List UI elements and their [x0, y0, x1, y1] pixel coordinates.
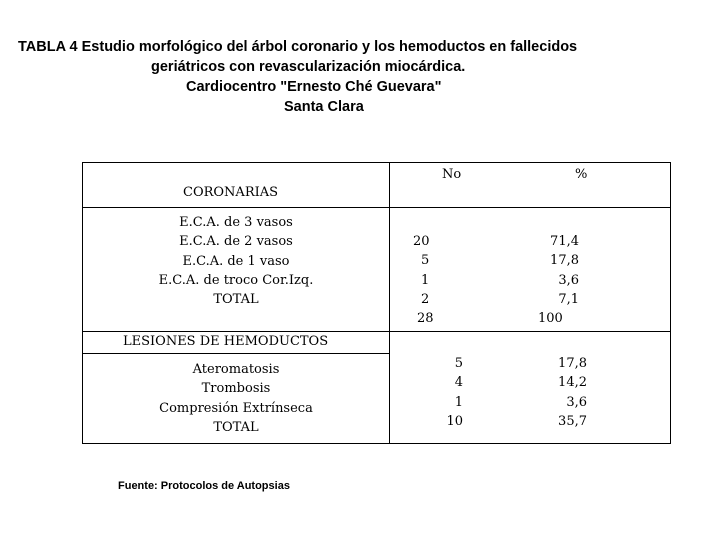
- title-line-3: Cardiocentro "Ernesto Ché Guevara": [186, 79, 442, 95]
- section-divider: [83, 331, 670, 332]
- coronarias-no-cell: 28: [417, 311, 434, 327]
- lesiones-header: LESIONES DE HEMODUCTOS: [123, 334, 329, 349]
- coronarias-pct-cell: 7,1: [558, 291, 579, 307]
- lesiones-header-divider: [83, 353, 389, 354]
- lesiones-pct-cell: 14,2: [558, 375, 587, 391]
- source-note: Fuente: Protocolos de Autopsias: [118, 480, 290, 492]
- coronarias-row-label: E.C.A. de troco Cor.Izq.: [158, 272, 314, 288]
- lesiones-row-label: Compresión Extrínseca: [159, 400, 313, 416]
- coronarias-pct-cell: 3,6: [558, 272, 579, 288]
- coronarias-row-label: TOTAL: [213, 292, 259, 308]
- coronarias-row-label: E.C.A. de 2 vasos: [179, 234, 293, 250]
- coronarias-header: CORONARIAS: [183, 185, 279, 200]
- coronarias-pct-cell: 71,4: [550, 234, 579, 249]
- lesiones-row-label: TOTAL: [213, 419, 259, 435]
- lesiones-no-cell: 1: [454, 394, 463, 410]
- title-line-1: TABLA 4 Estudio morfológico del árbol coronario y los hemoductos en fallecidos: [18, 39, 578, 55]
- pct-column-header: %: [575, 167, 588, 182]
- lesiones-pct-cell: 3,6: [566, 394, 587, 410]
- title-line-4: Santa Clara: [284, 99, 364, 115]
- coronarias-pct-cell: 100: [538, 311, 563, 327]
- coronarias-no-values: [413, 232, 453, 328]
- coronarias-no-cell: 2: [421, 291, 430, 307]
- coronarias-no-cell: 5: [421, 253, 430, 269]
- lesiones-pct-values: [533, 354, 587, 431]
- coronarias-labels: [83, 213, 389, 309]
- lesiones-pct-cell: 17,8: [558, 356, 587, 371]
- coronarias-pct-cell: 17,8: [550, 253, 579, 269]
- header-divider: [83, 207, 670, 208]
- data-table: [82, 162, 671, 444]
- coronarias-row-label: E.C.A. de 1 vaso: [182, 253, 290, 269]
- coronarias-no-cell: 1: [421, 272, 430, 288]
- lesiones-no-values: [433, 354, 463, 431]
- column-divider: [389, 163, 390, 443]
- title-line-2: geriátricos con revascularización miocárdica.: [151, 59, 466, 75]
- lesiones-row-label: Trombosis: [201, 381, 271, 397]
- lesiones-no-cell: 5: [454, 356, 463, 371]
- lesiones-no-cell: 10: [446, 413, 463, 429]
- lesiones-no-cell: 4: [454, 375, 463, 391]
- lesiones-labels: [83, 360, 389, 437]
- lesiones-row-label: Ateromatosis: [192, 362, 280, 377]
- coronarias-no-cell: 20: [413, 234, 430, 249]
- no-column-header: No: [442, 167, 462, 182]
- coronarias-row-label: E.C.A. de 3 vasos: [179, 215, 293, 230]
- coronarias-pct-values: [523, 232, 579, 328]
- lesiones-pct-cell: 35,7: [558, 413, 587, 429]
